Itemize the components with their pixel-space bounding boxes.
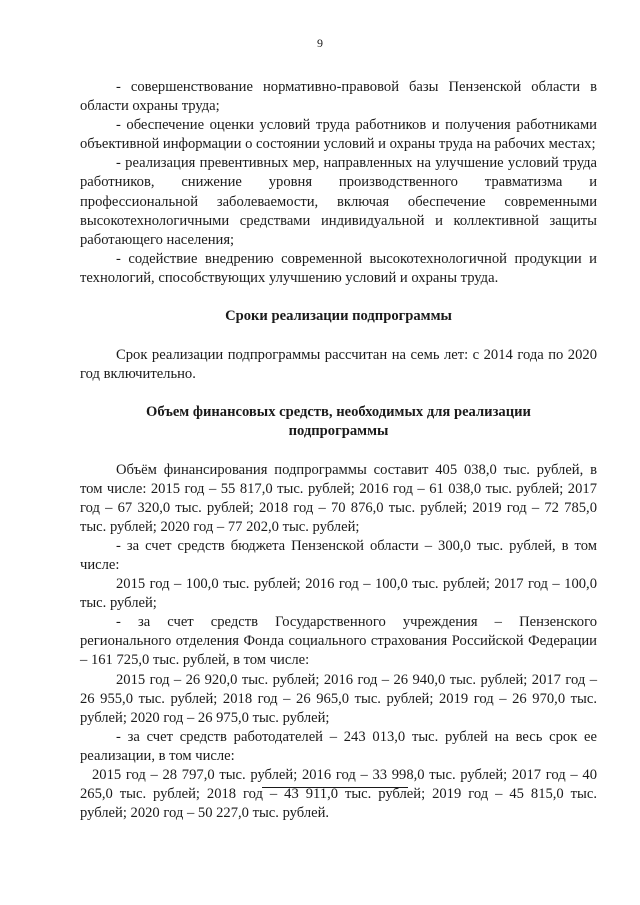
list-item: - реализация превентивных мер, направленных на улучшение условий труда работников, снижение уровня производственного травматизма и профессиональной заболеваемости, включая обеспечение современными высокотехнологичными средствами индивидуальной и коллективной защиты работающего населения;	[80, 155, 597, 248]
document-body	[80, 78, 597, 823]
funding-paragraph: Объём финансирования подпрограммы составит 405 038,0 тыс. рублей, в том числе: 2015 год – 55 817,0 тыс. рублей; 2016 год – 61 038,0 тыс. рублей; 2017 год – 67 320,0 тыс. рублей; 2018 год – 70 876,0 тыс. рублей; 2019 год – 72 785,0 тыс. рублей; 2020 год – 77 202,0 тыс. рублей;	[80, 461, 597, 535]
section-heading-funding: Объем финансовых средств, необходимых для реализации подпрограммы	[146, 404, 531, 440]
objectives-list	[80, 78, 597, 288]
funding-paragraph: 2015 год – 28 797,0 тыс. рублей; 2016 год – 33 998,0 тыс. рублей; 2017 год – 40 265,0 тыс. рублей; 2018 год – 43 911,0 тыс. рублей; 2019 год – 45 815,0 тыс. рублей; 2020 год – 50 227,0 тыс. рублей.	[80, 767, 597, 822]
funding-paragraph: - за счет средств работодателей – 243 013,0 тыс. рублей на весь срок ее реализации, в том числе:	[80, 728, 597, 764]
section-heading-terms: Сроки реализации подпрограммы	[225, 308, 452, 325]
list-item: - содействие внедрению современной высокотехнологичной продукции и технологий, способствующих улучшению условий и охраны труда.	[80, 250, 597, 286]
list-item: - обеспечение оценки условий труда работников и получения работниками объективной информации о состоянии условий и охраны труда на рабочих местах;	[80, 117, 597, 153]
funding-paragraph: - за счет средств бюджета Пензенской области – 300,0 тыс. рублей, в том числе:	[80, 537, 597, 573]
funding-paragraph: 2015 год – 100,0 тыс. рублей; 2016 год – 100,0 тыс. рублей; 2017 год – 100,0 тыс. рублей;	[80, 576, 597, 612]
terms-paragraph: Срок реализации подпрограммы рассчитан на семь лет: с 2014 года по 2020 год включительно.	[80, 347, 597, 383]
end-divider	[262, 787, 408, 788]
funding-paragraph: 2015 год – 26 920,0 тыс. рублей; 2016 год – 26 940,0 тыс. рублей; 2017 год – 26 955,0 тыс. рублей; 2018 год – 26 965,0 тыс. рублей; 2019 год – 26 970,0 тыс. рублей; 2020 год – 26 975,0 тыс. рублей;	[80, 671, 597, 726]
list-item: - совершенствование нормативно-правовой базы Пензенской области в области охраны труда;	[80, 79, 597, 115]
funding-block	[80, 461, 597, 824]
funding-paragraph: - за счет средств Государственного учреждения – Пензенского регионального отделения Фонда социального страхования Российской Федерации – 161 725,0 тыс. рублей, в том числе:	[80, 614, 597, 669]
page-number: 9	[317, 36, 323, 50]
